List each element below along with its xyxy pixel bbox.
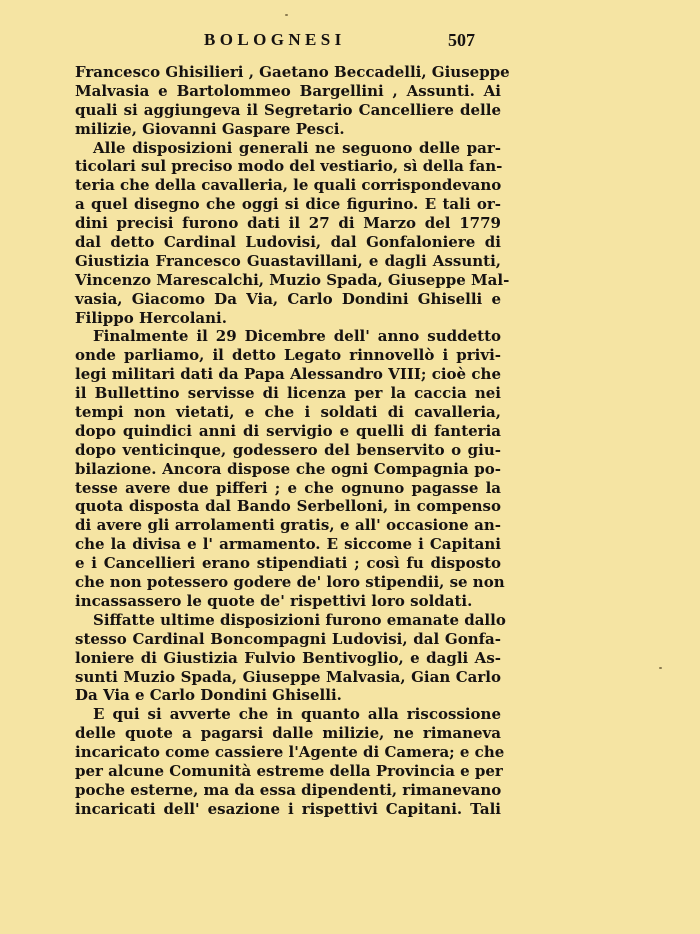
paper-speck <box>659 667 662 669</box>
text-line: ticolari sul preciso modo del vestiario, sì della fan- <box>75 157 503 176</box>
text-line: dopo venticinque, godessero del benservito o giu- <box>75 440 501 459</box>
text-line: stesso Cardinal Boncompagni Ludovisi, dal Gonfa- <box>75 629 501 648</box>
text-line: Vincenzo Marescalchi, Muzio Spada, Giuseppe Mal- <box>75 270 510 289</box>
text-line: legi militari dati da Papa Alessandro VIII; cioè che <box>75 365 501 384</box>
text-line: Siffatte ultime disposizioni furono emanate dallo <box>93 610 506 629</box>
text-line: Finalmente il 29 Dicembre dell' anno suddetto <box>93 327 501 346</box>
text-line: Da Via e Carlo Dondini Ghiselli. <box>75 686 342 705</box>
text-line: di avere gli arrolamenti gratis, e all' occasione an- <box>75 516 501 535</box>
page-number: 507 <box>448 30 475 50</box>
text-line: Malvasia e Bartolommeo Bargellini , Assunti. Ai <box>75 81 501 100</box>
text-line: a quel disegno che oggi si dice figurino. E tali or- <box>75 195 501 214</box>
text-line: milizie, Giovanni Gaspare Pesci. <box>75 119 345 138</box>
text-line: onde parliamo, il detto Legato rinnovellò i privi- <box>75 346 501 365</box>
text-line: poche esterne, ma da essa dipendenti, rimanevano <box>75 780 502 799</box>
running-title: BOLOGNESI <box>204 30 346 49</box>
text-line: Filippo Hercolani. <box>75 308 227 327</box>
text-line: dopo quindici anni di servigio e quelli di fanteria <box>75 421 501 440</box>
text-line: incaricati dell' esazione i rispettivi Capitani. Tali <box>75 799 501 818</box>
text-line: Francesco Ghisilieri , Gaetano Beccadelli, Giuseppe <box>75 63 510 81</box>
text-line: vasia, Giacomo Da Via, Carlo Dondini Ghiselli e <box>75 289 501 308</box>
text-line: tempi non vietati, e che i soldati di cavalleria, <box>75 403 501 422</box>
text-line: loniere di Giustizia Fulvio Bentivoglio, e dagli As- <box>75 648 501 667</box>
text-line: per alcune Comunità estreme della Provincia e per <box>75 761 503 780</box>
running-head <box>0 30 700 54</box>
text-line: E qui si avverte che in quanto alla riscossione <box>93 705 501 724</box>
text-line: quota disposta dal Bando Serbelloni, in compenso <box>75 497 501 516</box>
text-line: dini precisi furono dati il 27 di Marzo del 1779 <box>75 214 501 233</box>
text-line: teria che della cavalleria, le quali corrispondevano <box>75 176 502 195</box>
text-line: incassassero le quote de' rispettivi loro soldati. <box>75 591 473 610</box>
paper-speck <box>285 14 288 16</box>
text-line: che non potessero godere de' loro stipendii, se non <box>75 573 505 592</box>
text-line: che la divisa e l' armamento. E siccome i Capitani <box>75 535 501 554</box>
text-line: dal detto Cardinal Ludovisi, dal Gonfaloniere di <box>75 233 501 252</box>
text-line: bilazione. Ancora dispose che ogni Compagnia po- <box>75 459 501 478</box>
text-line: delle quote a pagarsi dalle milizie, ne rimaneva <box>75 724 501 743</box>
text-line: quali si aggiungeva il Segretario Cancelliere delle <box>75 100 501 119</box>
text-line: il Bullettino servisse di licenza per la caccia nei <box>75 384 501 403</box>
text-line: e i Cancellieri erano stipendiati ; così fu disposto <box>75 554 501 573</box>
text-line: Alle disposizioni generali ne seguono delle par- <box>93 138 501 157</box>
text-line: Giustizia Francesco Guastavillani, e dagli Assunti, <box>75 251 501 270</box>
text-line: sunti Muzio Spada, Giuseppe Malvasia, Gian Carlo <box>75 667 501 686</box>
body-text <box>75 63 510 819</box>
text-line: tesse avere due pifferi ; e che ognuno pagasse la <box>75 478 501 497</box>
text-line: incaricato come cassiere l'Agente di Camera; e che <box>75 743 505 762</box>
